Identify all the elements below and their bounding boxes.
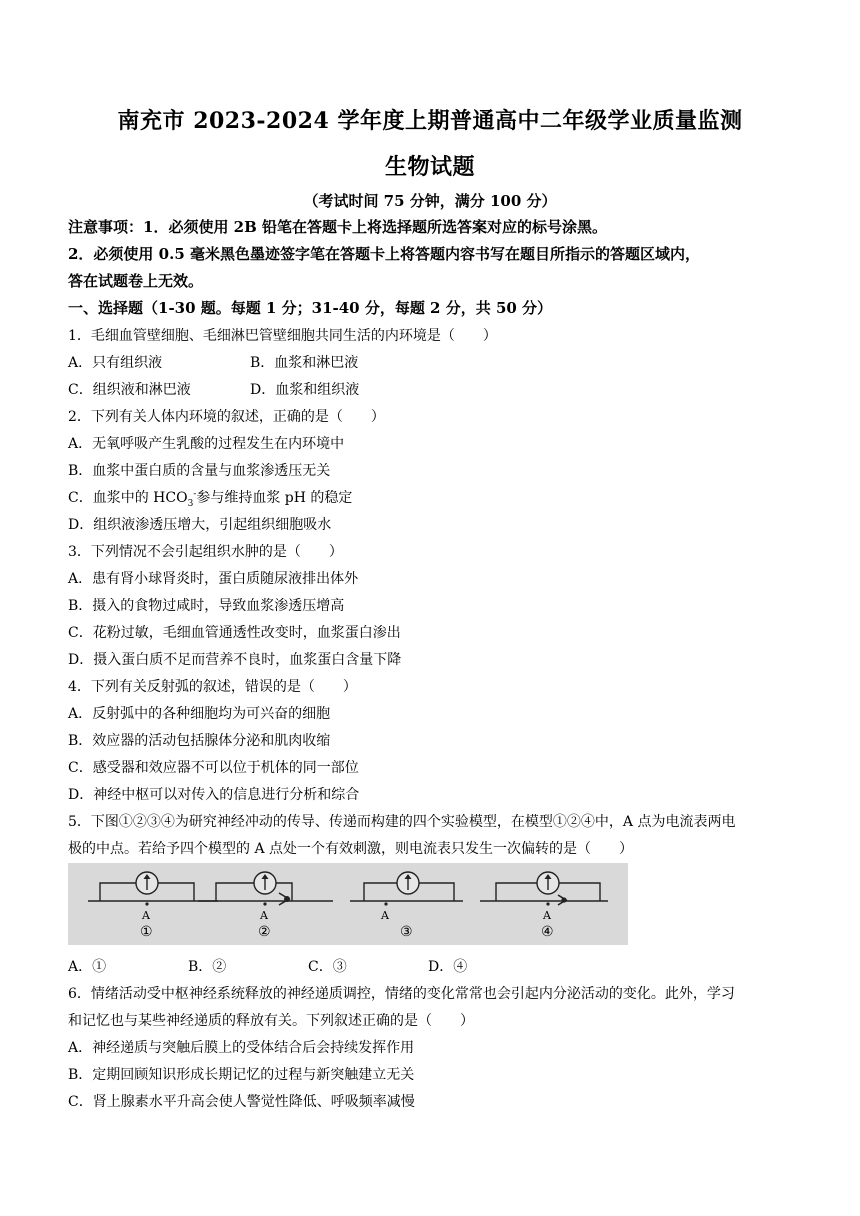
note-1: 注意事项：1．必须使用 2B 铅笔在答题卡上将选择题所选答案对应的标号涂黑。 (68, 218, 608, 236)
model-1 (88, 872, 218, 940)
note-2-line-2: 答在试题卷上无效。 (68, 272, 204, 290)
model-3-number: ③ (400, 924, 413, 940)
q4-option-d: D．神经中枢可以对传入的信息进行分析和综合 (68, 787, 360, 803)
q2-option-c: C．血浆中的 $HCO_3^-$参与维持血浆 pH 的稳定 (68, 489, 353, 509)
model-4-point-label: A (543, 909, 551, 922)
q3-option-c: C．花粉过敏，毛细血管通透性改变时，血浆蛋白渗出 (68, 625, 401, 641)
q2-option-b: B．血浆中蛋白质的含量与血浆渗透压无关 (68, 463, 331, 479)
neuron-model-figure (68, 863, 628, 945)
q2-option-a: A．无氧呼吸产生乳酸的过程发生在内环境中 (68, 436, 345, 452)
q5-option-b: B．② (188, 959, 227, 975)
q6-option-b: B．定期回顾知识形成长期记忆的过程与新突触建立无关 (68, 1067, 415, 1083)
q4-stem: 4．下列有关反射弧的叙述，错误的是（ ） (68, 679, 357, 695)
note-2-line-1: 2．必须使用 0.5 毫米黑色墨迹签字笔在答题卡上将答题内容书写在题目所指示的答题区域内， (68, 245, 700, 263)
q4-option-c: C．感受器和效应器不可以位于机体的同一部位 (68, 760, 359, 776)
model-3-point-label: A (381, 909, 389, 922)
model-2-point-label: A (260, 909, 268, 922)
q6-stem-line-1: 6．情绪活动受中枢神经系统释放的神经递质调控，情绪的变化常常也会引起内分泌活动的变化。此外，学习 (68, 986, 735, 1002)
q1-option-a: A．只有组织液 (68, 355, 163, 371)
q3-option-a: A．患有肾小球肾炎时，蛋白质随尿液排出体外 (68, 571, 359, 587)
q5-options-row (68, 956, 467, 976)
q2-stem: 2．下列有关人体内环境的叙述，正确的是（ ） (68, 409, 385, 425)
q3-option-d: D．摄入蛋白质不足而营养不良时，血浆蛋白含量下降 (68, 652, 402, 668)
subject-title: 生物试题 (384, 154, 475, 180)
q1-options-row-2 (68, 379, 359, 399)
section-heading: 一、选择题（1-30 题。每题 1 分；31-40 分，每题 2 分，共 50 分） (68, 299, 553, 317)
q3-stem: 3．下列情况不会引起组织水肿的是（ ） (68, 544, 343, 560)
q6-option-c: C．肾上腺素水平升高会使人警觉性降低、呼吸频率减慢 (68, 1094, 415, 1110)
q2-option-d: D．组织液渗透压增大，引起组织细胞吸水 (68, 517, 332, 533)
model-1-point-label: A (142, 909, 150, 922)
q5-stem-line-1: 5．下图①②③④为研究神经冲动的传导、传递而构建的四个实验模型，在模型①②④中，A 点为电流表两电 (68, 814, 736, 830)
model-2 (198, 872, 333, 940)
model-1-number: ① (140, 924, 153, 940)
model-4-number: ④ (541, 924, 554, 940)
q5-option-d: D．④ (428, 959, 468, 975)
q6-option-a: A．神经递质与突触后膜上的受体结合后会持续发挥作用 (68, 1040, 415, 1056)
exam-title: 南充市 2023-2024 学年度上期普通高中二年级学业质量监测 (117, 108, 743, 134)
q6-stem-line-2: 和记忆也与某些神经递质的释放有关。下列叙述正确的是（ ） (68, 1013, 474, 1029)
q5-option-c: C．③ (308, 959, 347, 975)
q5-stem-line-2: 极的中点。若给予四个模型的 A 点处一个有效刺激，则电流表只发生一次偏转的是（ ） (68, 841, 634, 857)
exam-info: （考试时间 75 分钟，满分 100 分） (303, 192, 557, 210)
q1-option-c: C．组织液和淋巴液 (68, 382, 191, 398)
model-2-number: ② (258, 924, 271, 940)
q1-options-row-1 (68, 352, 358, 372)
q1-stem: 1．毛细血管壁细胞、毛细淋巴管壁细胞共同生活的内环境是（ ） (68, 328, 497, 344)
model-4 (480, 872, 608, 940)
q5-option-a: A．① (68, 959, 107, 975)
model-3 (350, 872, 463, 940)
q1-option-d: D．血浆和组织液 (250, 382, 360, 398)
q4-option-a: A．反射弧中的各种细胞均为可兴奋的细胞 (68, 706, 331, 722)
q4-option-b: B．效应器的活动包括腺体分泌和肌肉收缩 (68, 733, 331, 749)
q1-option-b: B．血浆和淋巴液 (250, 355, 359, 371)
q3-option-b: B．摄入的食物过咸时，导致血浆渗透压增高 (68, 598, 345, 614)
